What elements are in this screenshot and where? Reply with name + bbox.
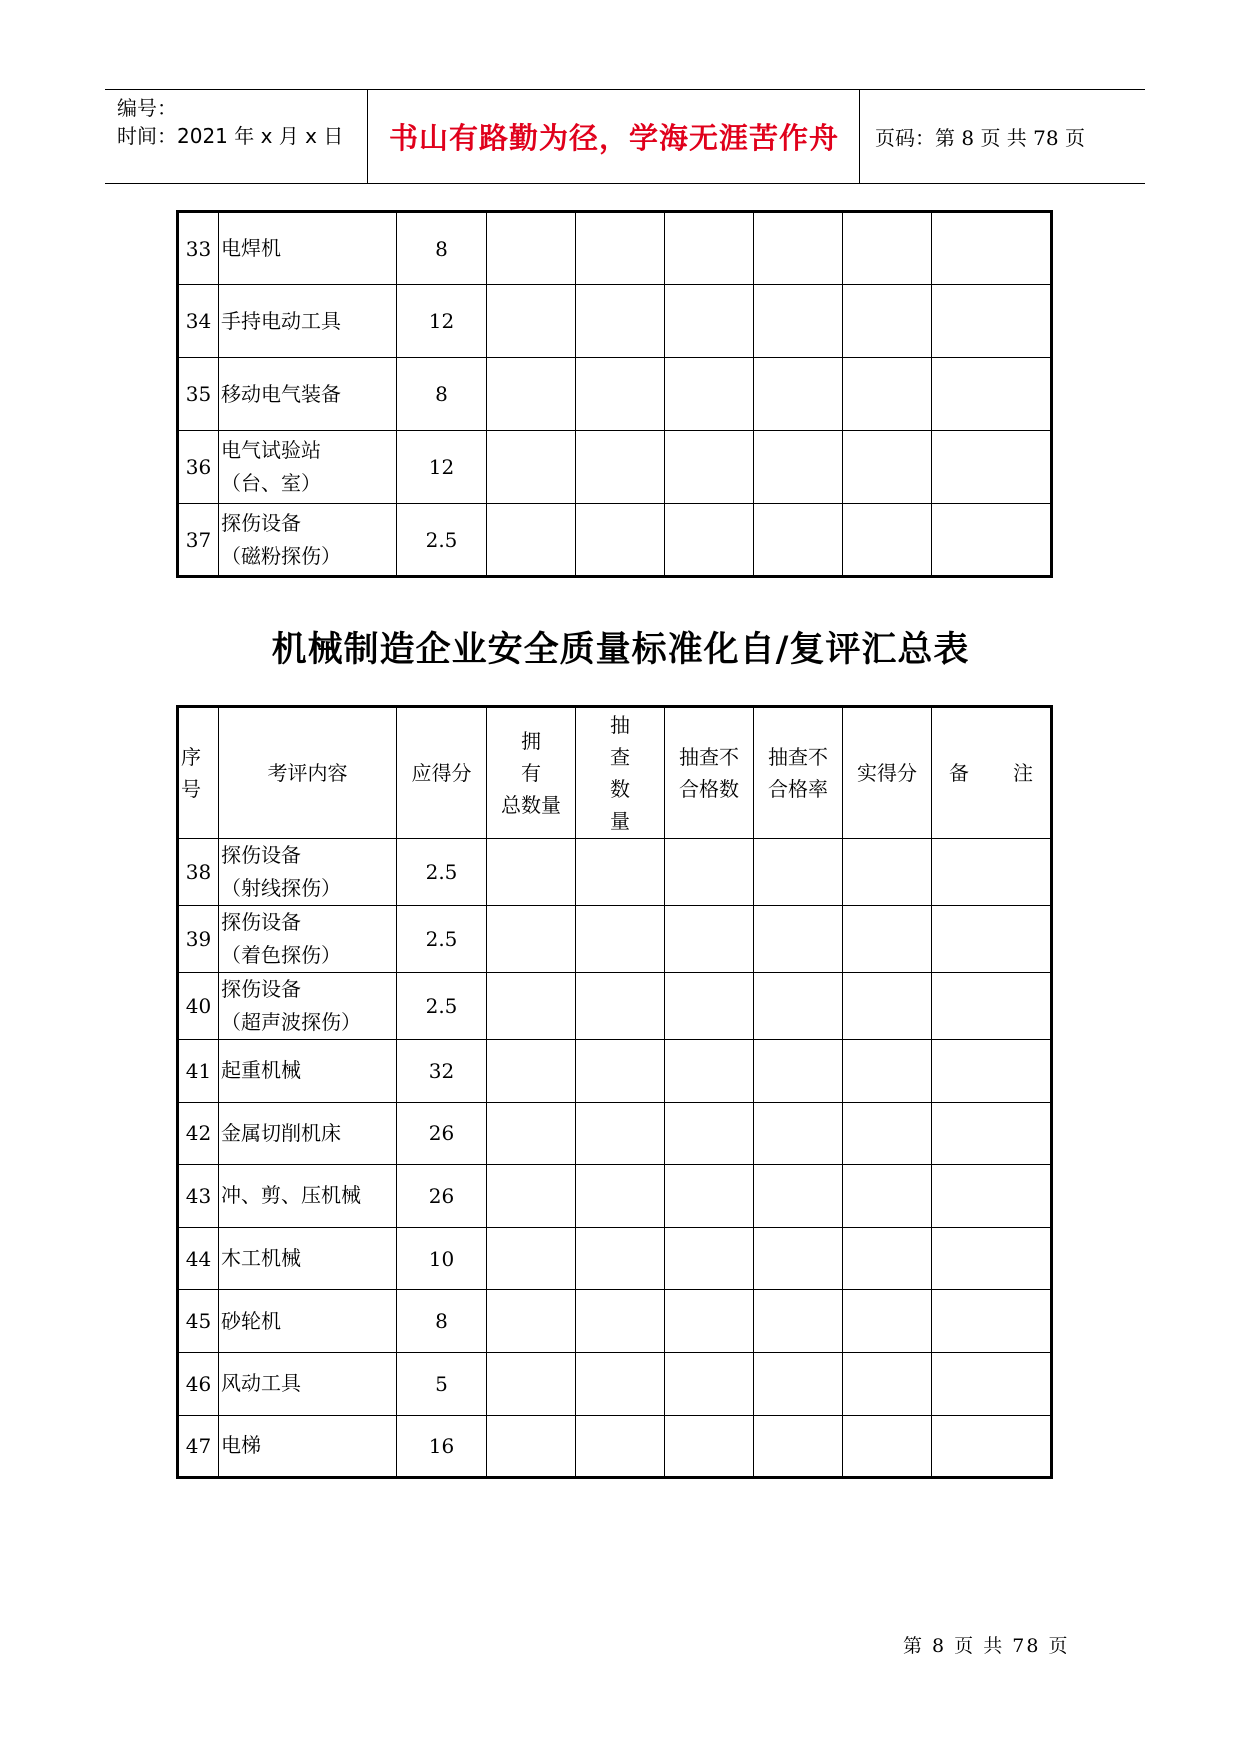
row-actual [843,1227,932,1290]
row-sample [576,1040,665,1103]
row-fail-count [665,1165,754,1228]
row-owned [487,1102,576,1165]
row-number: 35 [178,358,219,431]
col-seq-line: 序 [181,745,201,769]
row-score: 16 [397,1415,487,1478]
row-score: 2.5 [397,839,487,906]
row-remark [932,1165,1052,1228]
table-row [178,1102,1052,1165]
row-content-line: 探伤设备 [221,510,301,535]
row-actual [843,1040,932,1103]
col-score: 应得分 [397,707,487,839]
row-remark [932,285,1052,358]
row-content-line: 探伤设备 [221,977,301,1001]
row-sample [576,212,665,285]
col-fail-rate [754,707,843,839]
row-remark [932,1415,1052,1478]
col-seq-line: 号 [181,777,201,801]
row-content [219,1165,397,1228]
row-number: 42 [178,1102,219,1165]
row-score: 26 [397,1165,487,1228]
row-fail-count [665,504,754,577]
row-content-line: （磁粉探伤） [221,543,341,568]
table-row [178,1040,1052,1103]
row-owned [487,906,576,973]
row-number: 33 [178,212,219,285]
row-content-line: 砂轮机 [221,1308,281,1333]
row-content-line: 手持电动工具 [221,308,341,333]
page-code: 页码：第 8 页 共 78 页 [875,126,1085,150]
row-number: 34 [178,285,219,358]
row-actual [843,1102,932,1165]
row-content [219,1040,397,1103]
col-owned-line: 拥 [521,729,541,753]
row-remark [932,906,1052,973]
col-actual: 实得分 [843,707,932,839]
row-remark [932,839,1052,906]
row-fail-count [665,1040,754,1103]
row-content [219,1352,397,1415]
row-content-line: 探伤设备 [221,910,301,934]
row-number: 41 [178,1040,219,1103]
row-actual [843,839,932,906]
row-remark [932,1227,1052,1290]
row-fail-rate [754,285,843,358]
row-score: 32 [397,1040,487,1103]
row-content [219,285,397,358]
row-content [219,973,397,1040]
row-fail-rate [754,212,843,285]
row-content [219,1415,397,1478]
row-score: 2.5 [397,906,487,973]
row-content-line: 电焊机 [221,236,281,260]
row-fail-rate [754,504,843,577]
row-sample [576,1227,665,1290]
row-fail-rate [754,1040,843,1103]
row-remark [932,1290,1052,1353]
row-sample [576,285,665,358]
row-content-line: （超声波探伤） [221,1010,361,1034]
row-remark [932,212,1052,285]
row-fail-count [665,1415,754,1478]
table-row [178,212,1052,285]
row-remark [932,358,1052,431]
row-content-line: 探伤设备 [221,843,301,867]
row-content-line: 电梯 [221,1433,261,1458]
row-score: 5 [397,1352,487,1415]
row-content-line: 风动工具 [221,1371,301,1396]
row-content-line: （台、室） [221,471,321,495]
row-fail-count [665,285,754,358]
table-row [178,1415,1052,1478]
summary-table [176,705,1053,1479]
row-content-line: 木工机械 [221,1246,301,1271]
row-remark [932,973,1052,1040]
header-motto-cell [369,90,860,183]
row-owned [487,212,576,285]
row-sample [576,1165,665,1228]
row-actual [843,285,932,358]
row-number: 37 [178,504,219,577]
row-fail-rate [754,1352,843,1415]
row-fail-count [665,212,754,285]
row-fail-rate [754,1227,843,1290]
row-owned [487,285,576,358]
header-row [178,707,1052,839]
row-actual [843,504,932,577]
table-row [178,431,1052,504]
table-row [178,1352,1052,1415]
row-fail-count [665,1102,754,1165]
header-page-cell [861,90,1145,183]
col-owned-line: 总数量 [501,793,561,817]
row-owned [487,973,576,1040]
row-remark [932,1352,1052,1415]
number-label: 编号： [117,96,177,120]
row-sample [576,839,665,906]
row-actual [843,358,932,431]
row-fail-count [665,839,754,906]
continuation-table [176,210,1053,578]
header-info-cell [105,90,368,183]
row-sample [576,504,665,577]
col-sample-line: 抽 [610,713,630,737]
col-sample-line: 查 [610,745,630,769]
row-actual [843,1165,932,1228]
row-fail-rate [754,906,843,973]
row-score: 8 [397,358,487,431]
row-number: 38 [178,839,219,906]
table-title: 机械制造企业安全质量标准化自/复评汇总表 [271,629,970,670]
row-fail-rate [754,431,843,504]
row-content-line: （射线探伤） [221,876,341,900]
table-row [178,906,1052,973]
row-actual [843,973,932,1040]
row-fail-count [665,1227,754,1290]
row-owned [487,839,576,906]
row-sample [576,358,665,431]
row-number: 45 [178,1290,219,1353]
table-row [178,1290,1052,1353]
row-fail-count [665,358,754,431]
row-content [219,212,397,285]
row-score: 8 [397,1290,487,1353]
page-header [105,89,1145,184]
row-remark [932,1102,1052,1165]
table-row [178,504,1052,577]
row-score: 12 [397,431,487,504]
col-sample-line: 数 [610,777,630,801]
row-content [219,906,397,973]
row-score: 10 [397,1227,487,1290]
col-sample-line: 量 [610,809,630,833]
col-seq [178,707,219,839]
row-actual [843,1290,932,1353]
row-sample [576,1102,665,1165]
row-score: 2.5 [397,973,487,1040]
row-remark [932,431,1052,504]
col-remark-part: 备 [949,761,969,785]
col-fail-rate-line: 抽查不 [768,745,828,769]
row-content [219,839,397,906]
row-fail-count [665,431,754,504]
row-number: 40 [178,973,219,1040]
row-fail-count [665,1352,754,1415]
row-actual [843,212,932,285]
row-actual [843,906,932,973]
row-content [219,504,397,577]
row-content-line: 电气试验站 [221,438,321,462]
row-content [219,1227,397,1290]
table-row [178,1227,1052,1290]
row-owned [487,358,576,431]
row-sample [576,906,665,973]
row-number: 36 [178,431,219,504]
row-remark [932,1040,1052,1103]
row-score: 2.5 [397,504,487,577]
row-score: 26 [397,1102,487,1165]
row-sample [576,1415,665,1478]
col-fail-count [665,707,754,839]
row-owned [487,504,576,577]
time-label: 时间：2021 年 x 月 x 日 [117,124,344,148]
row-fail-rate [754,973,843,1040]
row-owned [487,431,576,504]
row-number: 47 [178,1415,219,1478]
motto-text: 书山有路勤为径，学海无涯苦作舟 [388,121,839,155]
row-sample [576,1290,665,1353]
row-fail-rate [754,358,843,431]
row-number: 43 [178,1165,219,1228]
row-number: 46 [178,1352,219,1415]
row-number: 44 [178,1227,219,1290]
row-content [219,431,397,504]
col-sample [576,707,665,839]
table-row [178,285,1052,358]
table-row [178,973,1052,1040]
col-fail-rate-line: 合格率 [768,777,828,801]
row-fail-rate [754,1290,843,1353]
row-owned [487,1290,576,1353]
row-number: 39 [178,906,219,973]
row-score: 12 [397,285,487,358]
col-remark-part: 注 [1013,761,1033,785]
col-fail-count-line: 抽查不 [679,745,739,769]
row-content [219,1102,397,1165]
row-content-line: 移动电气装备 [221,381,341,406]
col-content: 考评内容 [219,707,397,839]
row-owned [487,1165,576,1228]
col-owned [487,707,576,839]
row-fail-rate [754,1102,843,1165]
row-owned [487,1227,576,1290]
row-score: 8 [397,212,487,285]
row-actual [843,431,932,504]
col-remark [932,707,1052,839]
page-footer: 第 8 页 共 78 页 [903,1635,1070,1657]
col-owned-line: 有 [521,761,541,785]
row-content-line: 冲、剪、压机械 [221,1183,361,1208]
row-content [219,358,397,431]
row-fail-count [665,973,754,1040]
row-fail-count [665,1290,754,1353]
col-fail-count-line: 合格数 [679,777,739,801]
row-actual [843,1415,932,1478]
row-content-line: 起重机械 [221,1058,301,1083]
table-row [178,1165,1052,1228]
table-row [178,839,1052,906]
row-fail-rate [754,839,843,906]
row-owned [487,1415,576,1478]
row-sample [576,1352,665,1415]
row-content-line: （着色探伤） [221,943,341,967]
row-owned [487,1352,576,1415]
row-sample [576,973,665,1040]
row-actual [843,1352,932,1415]
row-sample [576,431,665,504]
table-row [178,358,1052,431]
row-remark [932,504,1052,577]
row-fail-count [665,906,754,973]
row-owned [487,1040,576,1103]
row-fail-rate [754,1415,843,1478]
row-content [219,1290,397,1353]
row-fail-rate [754,1165,843,1228]
row-content-line: 金属切削机床 [221,1120,341,1145]
